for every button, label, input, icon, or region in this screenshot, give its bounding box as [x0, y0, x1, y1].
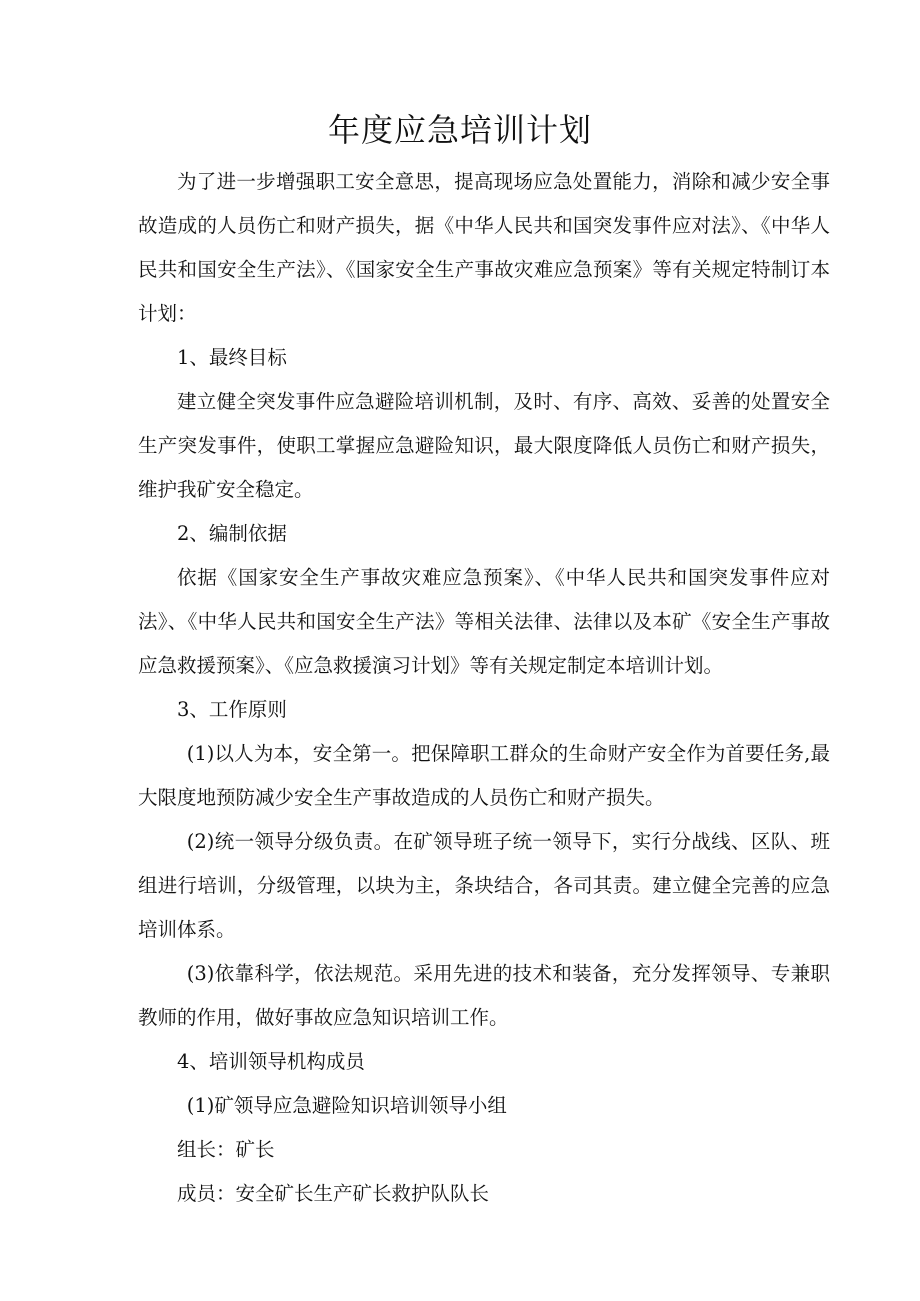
principle-item-3: (3)依靠科学，依法规范。采用先进的技术和装备，充分发挥领导、专兼职教师的作用，做好事故应急知识培训工作。 — [138, 962, 830, 1029]
organization-subheading: (1)矿领导应急避险知识培训领导小组 — [186, 1094, 507, 1117]
team-members-line: 成员：安全矿长生产矿长救护队队长 — [177, 1182, 490, 1205]
goal-paragraph: 建立健全突发事件应急避险培训机制，及时、有序、高效、妥善的处置安全生产突发事件，使职工掌握应急避险知识，最大限度降低人员伤亡和财产损失，维护我矿安全稳定。 — [138, 390, 830, 501]
section-heading-basis: 2、编制依据 — [177, 522, 287, 545]
section-heading-goal: 1、最终目标 — [177, 346, 287, 369]
intro-paragraph: 为了进一步增强职工安全意思，提高现场应急处置能力，消除和减少安全事故造成的人员伤亡和财产损失，据《中华人民共和国突发事件应对法》、《中华人民共和国安全生产法》、《国家安全生产事故灾难应急预案》等有关规定特制订本计划： — [138, 170, 830, 325]
document-body — [138, 160, 830, 1216]
principle-item-1: (1)以人为本，安全第一。把保障职工群众的生命财产安全作为首要任务,最大限度地预防减少安全生产事故造成的人员伤亡和财产损失。 — [138, 742, 830, 809]
principle-item-2: (2)统一领导分级负责。在矿领导班子统一领导下，实行分战线、区队、班组进行培训，分级管理，以块为主，条块结合，各司其责。建立健全完善的应急培训体系。 — [138, 830, 830, 941]
team-leader-line: 组长：矿长 — [177, 1138, 275, 1161]
section-heading-principles: 3、工作原则 — [177, 698, 287, 721]
section-heading-organization: 4、培训领导机构成员 — [177, 1050, 365, 1073]
basis-paragraph: 依据《国家安全生产事故灾难应急预案》、《中华人民共和国突发事件应对法》、《中华人民共和国安全生产法》等相关法律、法律以及本矿《安全生产事故应急救援预案》、《应急救援演习计划》等有关规定制定本培训计划。 — [138, 566, 830, 677]
document-title: 年度应急培训计划 — [327, 111, 592, 149]
